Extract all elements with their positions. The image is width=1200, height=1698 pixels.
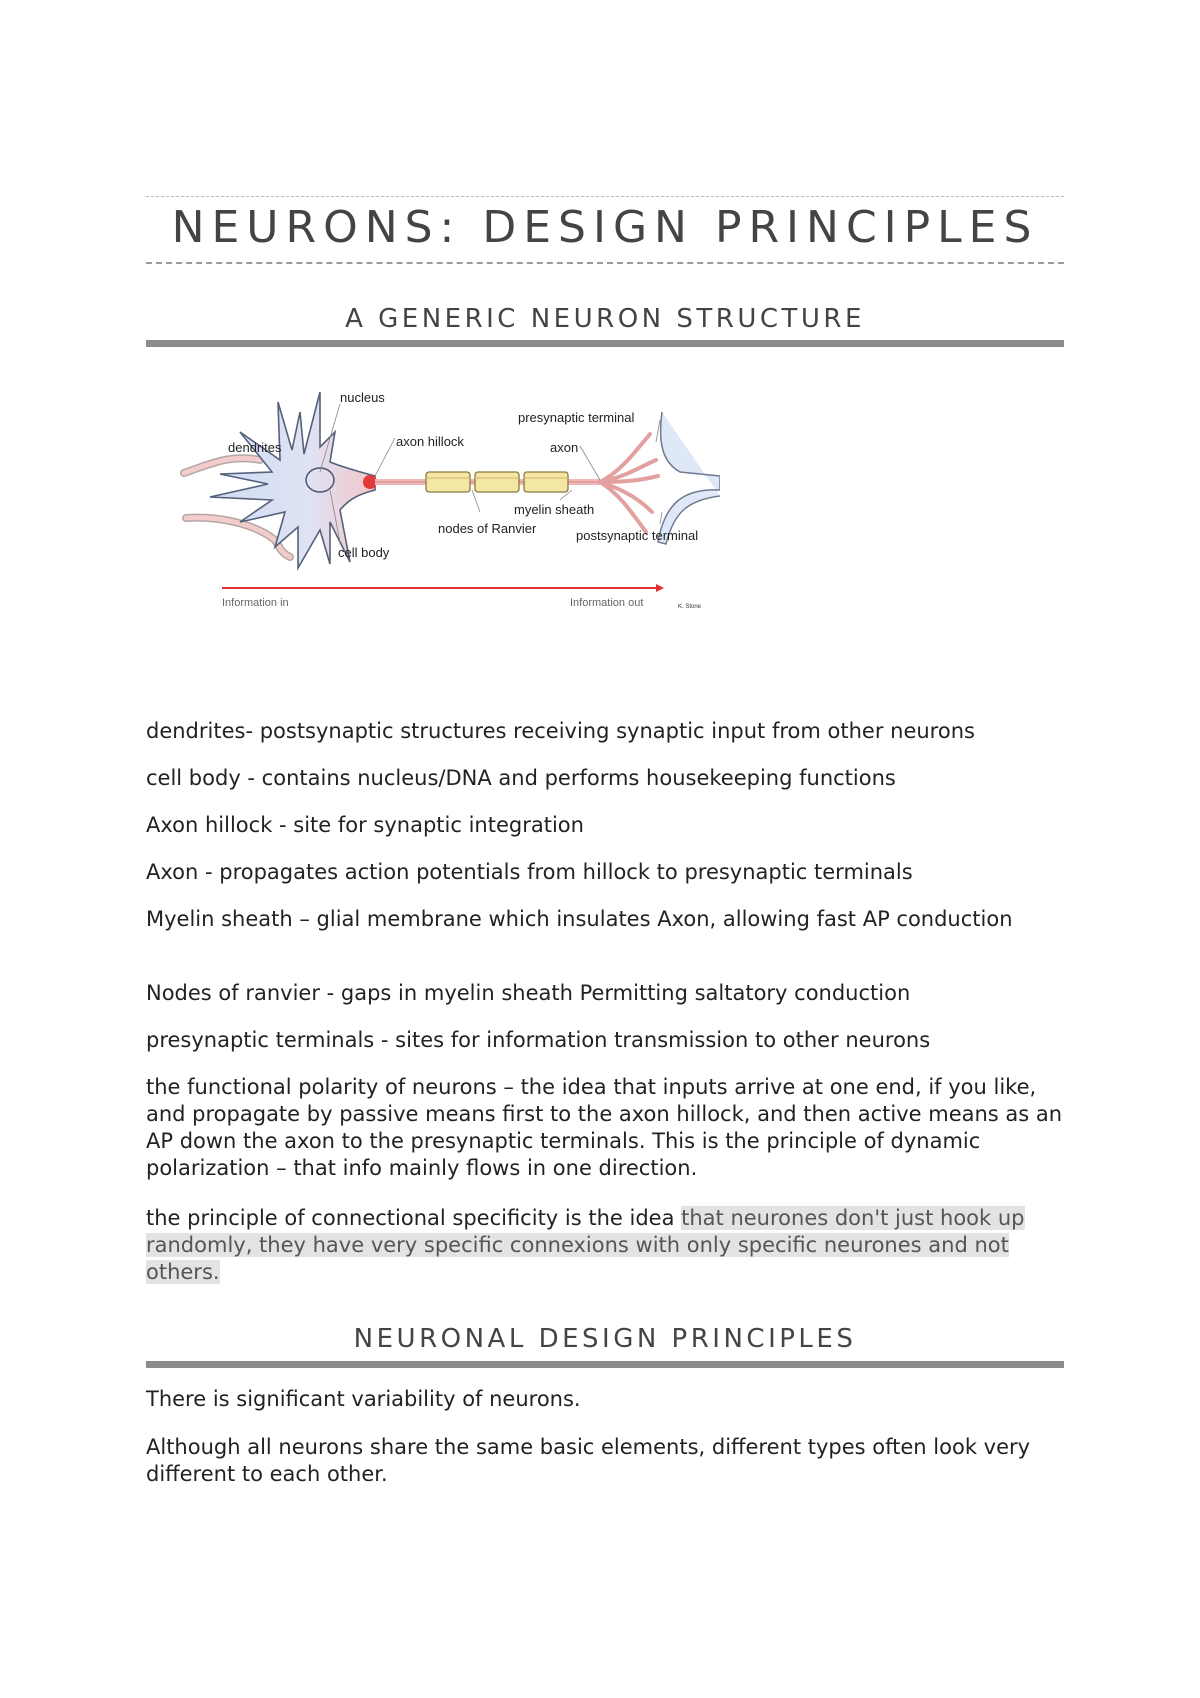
section-heading-structure: A GENERIC NEURON STRUCTURE bbox=[345, 304, 865, 334]
paragraph-axon-hillock: Axon hillock - site for synaptic integration bbox=[146, 813, 584, 837]
label-axon-hillock: axon hillock bbox=[396, 434, 464, 449]
paragraph-axon: Axon - propagates action potentials from hillock to presynaptic terminals bbox=[146, 860, 913, 884]
neuron-diagram bbox=[180, 372, 720, 622]
paragraph-nodes-of-ranvier: Nodes of ranvier - gaps in myelin sheath Permitting saltatory conduction bbox=[146, 981, 911, 1005]
label-information-in: Information in bbox=[222, 597, 289, 609]
section-rule bbox=[146, 340, 1064, 347]
label-cell-body: cell body bbox=[338, 545, 390, 560]
axon-terminal-branches bbox=[600, 434, 658, 532]
myelin-segments bbox=[426, 472, 568, 492]
section-rule bbox=[146, 1361, 1064, 1368]
title-bottom-rule bbox=[146, 262, 1064, 264]
connectional-highlighted-text: that neurones don't just hook up randomly, they have very specific connexions with only specific neurones and not others. bbox=[146, 1206, 1025, 1284]
page-title: NEURONS: DESIGN PRINCIPLES bbox=[171, 202, 1039, 253]
title-top-rule bbox=[146, 196, 1064, 197]
postsynaptic-terminal-shape bbox=[658, 412, 720, 544]
paragraph-cell-body: cell body - contains nucleus/DNA and performs housekeeping functions bbox=[146, 766, 896, 790]
axon-hillock-marker bbox=[363, 475, 377, 489]
label-postsynaptic-terminal: postsynaptic terminal bbox=[576, 528, 699, 543]
paragraph-myelin-sheath: Myelin sheath – glial membrane which insulates Axon, allowing fast AP conduction bbox=[146, 907, 1013, 931]
cell-body-shape bbox=[210, 392, 375, 568]
paragraph-dendrites: dendrites- postsynaptic structures receiving synaptic input from other neurons bbox=[146, 719, 975, 743]
label-presynaptic-terminal: presynaptic terminal bbox=[518, 410, 635, 425]
paragraph-functional-polarity: the functional polarity of neurons – the idea that inputs arrive at one end, if you like, and propagate by passive means first to the axon hillock, and then active means as an AP down the axon to the presynaptic terminals. This is the principle of dynamic polarization – that info mainly flows in one direction. bbox=[146, 1075, 1063, 1180]
label-myelin-sheath: myelin sheath bbox=[514, 502, 595, 517]
paragraph-connectional-specificity bbox=[146, 1205, 1064, 1286]
label-nodes-of-ranvier: nodes of Ranvier bbox=[438, 521, 537, 536]
paragraph-presynaptic-terminals: presynaptic terminals - sites for information transmission to other neurons bbox=[146, 1028, 931, 1052]
label-nucleus: nucleus bbox=[340, 390, 385, 405]
label-credit: K. Stone bbox=[678, 604, 702, 610]
paragraph-variability: There is significant variability of neurons. bbox=[146, 1387, 581, 1411]
connectional-plain-text: the principle of connectional specificity is the idea bbox=[146, 1206, 682, 1230]
label-dendrites: dendrites bbox=[228, 440, 282, 455]
label-axon: axon bbox=[550, 440, 579, 455]
label-information-out: Information out bbox=[570, 597, 644, 609]
title-block bbox=[146, 196, 1064, 266]
paragraph-basic-elements: Although all neurons share the same basic elements, different types often look very different to each other. bbox=[146, 1435, 1031, 1486]
section-heading-design-principles: NEURONAL DESIGN PRINCIPLES bbox=[353, 1324, 857, 1354]
